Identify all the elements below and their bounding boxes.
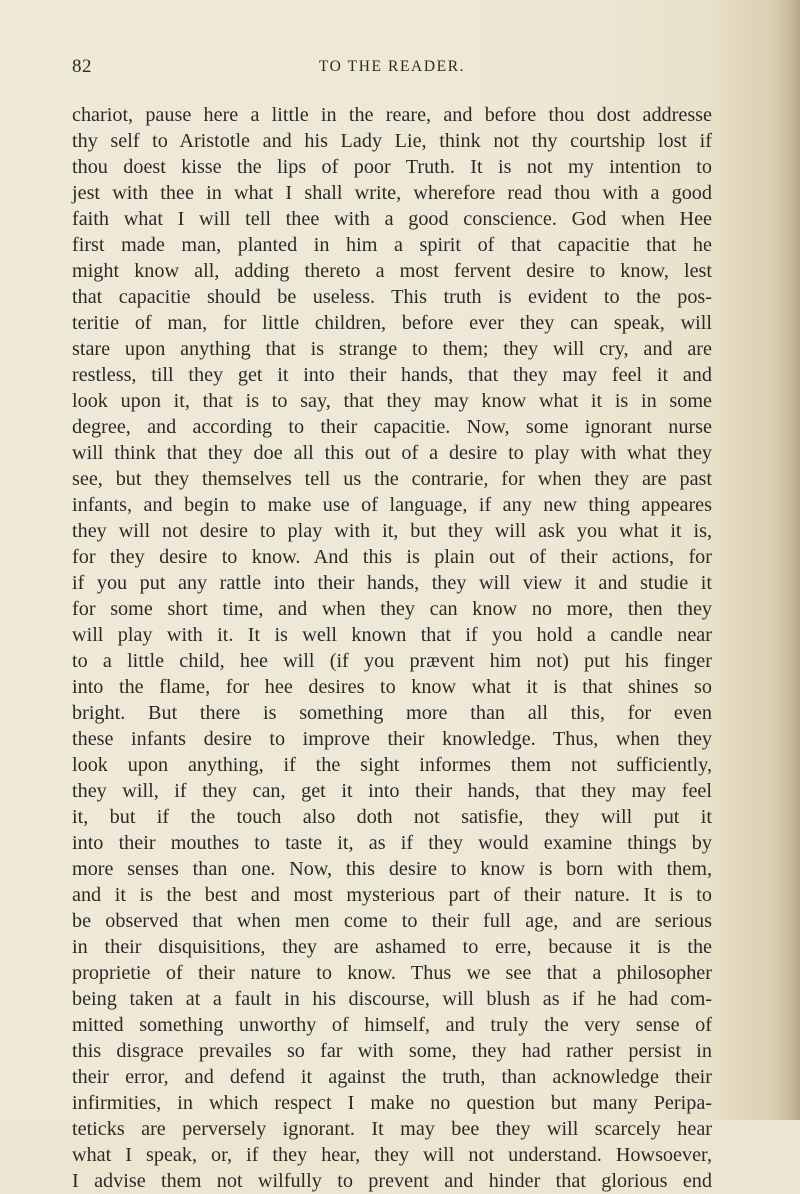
text-line: into the flame, for hee desires to know what it is that shines so (72, 676, 712, 698)
text-line: look upon anything, if the sight informes them not sufficiently, (72, 754, 712, 776)
page-number: 82 (72, 56, 92, 77)
text-line: if you put any rattle into their hands, they will view it and studie it (72, 572, 712, 594)
page-edge-shadow (774, 0, 800, 1120)
text-line: that capacitie should be useless. This truth is evident to the pos- (72, 286, 712, 308)
text-line: these infants desire to improve their knowledge. Thus, when they (72, 728, 712, 750)
text-line: mitted something unworthy of himself, and truly the very sense of (72, 1014, 712, 1036)
text-line: jest with thee in what I shall write, wherefore read thou with a good (72, 182, 712, 204)
text-line: this disgrace prevailes so far with some, they had rather persist in (72, 1040, 712, 1062)
text-line: will play with it. It is well known that if you hold a candle near (72, 624, 712, 646)
text-line: chariot, pause here a little in the reare, and before thou dost addresse (72, 104, 712, 126)
text-line: will think that they doe all this out of a desire to play with what they (72, 442, 712, 464)
text-line: infirmities, in which respect I make no question but many Peripa- (72, 1092, 712, 1114)
text-line: stare upon anything that is strange to them; they will cry, and are (72, 338, 712, 360)
text-line: in their disquisitions, they are ashamed to erre, because it is the (72, 936, 712, 958)
text-line: first made man, planted in him a spirit of that capacitie that he (72, 234, 712, 256)
text-line: and it is the best and most mysterious part of their nature. It is to (72, 884, 712, 906)
text-line: their error, and defend it against the truth, than acknowledge their (72, 1066, 712, 1088)
text-line: see, but they themselves tell us the contrarie, for when they are past (72, 468, 712, 490)
body-text (72, 102, 712, 1194)
text-line: thou doest kisse the lips of poor Truth. It is not my intention to (72, 156, 712, 178)
text-line: being taken at a fault in his discourse, will blush as if he had com- (72, 988, 712, 1010)
text-line: they will, if they can, get it into their hands, that they may feel (72, 780, 712, 802)
text-line: degree, and according to their capacitie. Now, some ignorant nurse (72, 416, 712, 438)
text-line: faith what I will tell thee with a good conscience. God when Hee (72, 208, 712, 230)
running-head (72, 56, 712, 80)
text-line: thy self to Aristotle and his Lady Lie, think not thy courtship lost if (72, 130, 712, 152)
text-line: bright. But there is something more than all this, for even (72, 702, 712, 724)
text-line: teritie of man, for little children, before ever they can speak, will (72, 312, 712, 334)
text-line: for they desire to know. And this is plain out of their actions, for (72, 546, 712, 568)
text-line: be observed that when men come to their full age, and are serious (72, 910, 712, 932)
text-line: infants, and begin to make use of language, if any new thing appeares (72, 494, 712, 516)
text-line: to a little child, hee will (if you prævent him not) put his finger (72, 650, 712, 672)
text-line: what I speak, or, if they hear, they will not understand. Howsoever, (72, 1144, 712, 1166)
text-line: restless, till they get it into their hands, that they may feel it and (72, 364, 712, 386)
text-line: for some short time, and when they can know no more, then they (72, 598, 712, 620)
text-line: proprietie of their nature to know. Thus we see that a philosopher (72, 962, 712, 984)
running-title: TO THE READER. (318, 58, 466, 75)
text-line: might know all, adding thereto a most fervent desire to know, lest (72, 260, 712, 282)
text-line: I advise them not wilfully to prevent and hinder that glorious end (72, 1170, 712, 1192)
text-line: look upon it, that is to say, that they may know what it is in some (72, 390, 712, 412)
text-line: they will not desire to play with it, but they will ask you what it is, (72, 520, 712, 542)
text-line: it, but if the touch also doth not satisfie, they will put it (72, 806, 712, 828)
text-line: teticks are perversely ignorant. It may bee they will scarcely hear (72, 1118, 712, 1140)
text-line: into their mouthes to taste it, as if they would examine things by (72, 832, 712, 854)
text-line: more senses than one. Now, this desire to know is born with them, (72, 858, 712, 880)
